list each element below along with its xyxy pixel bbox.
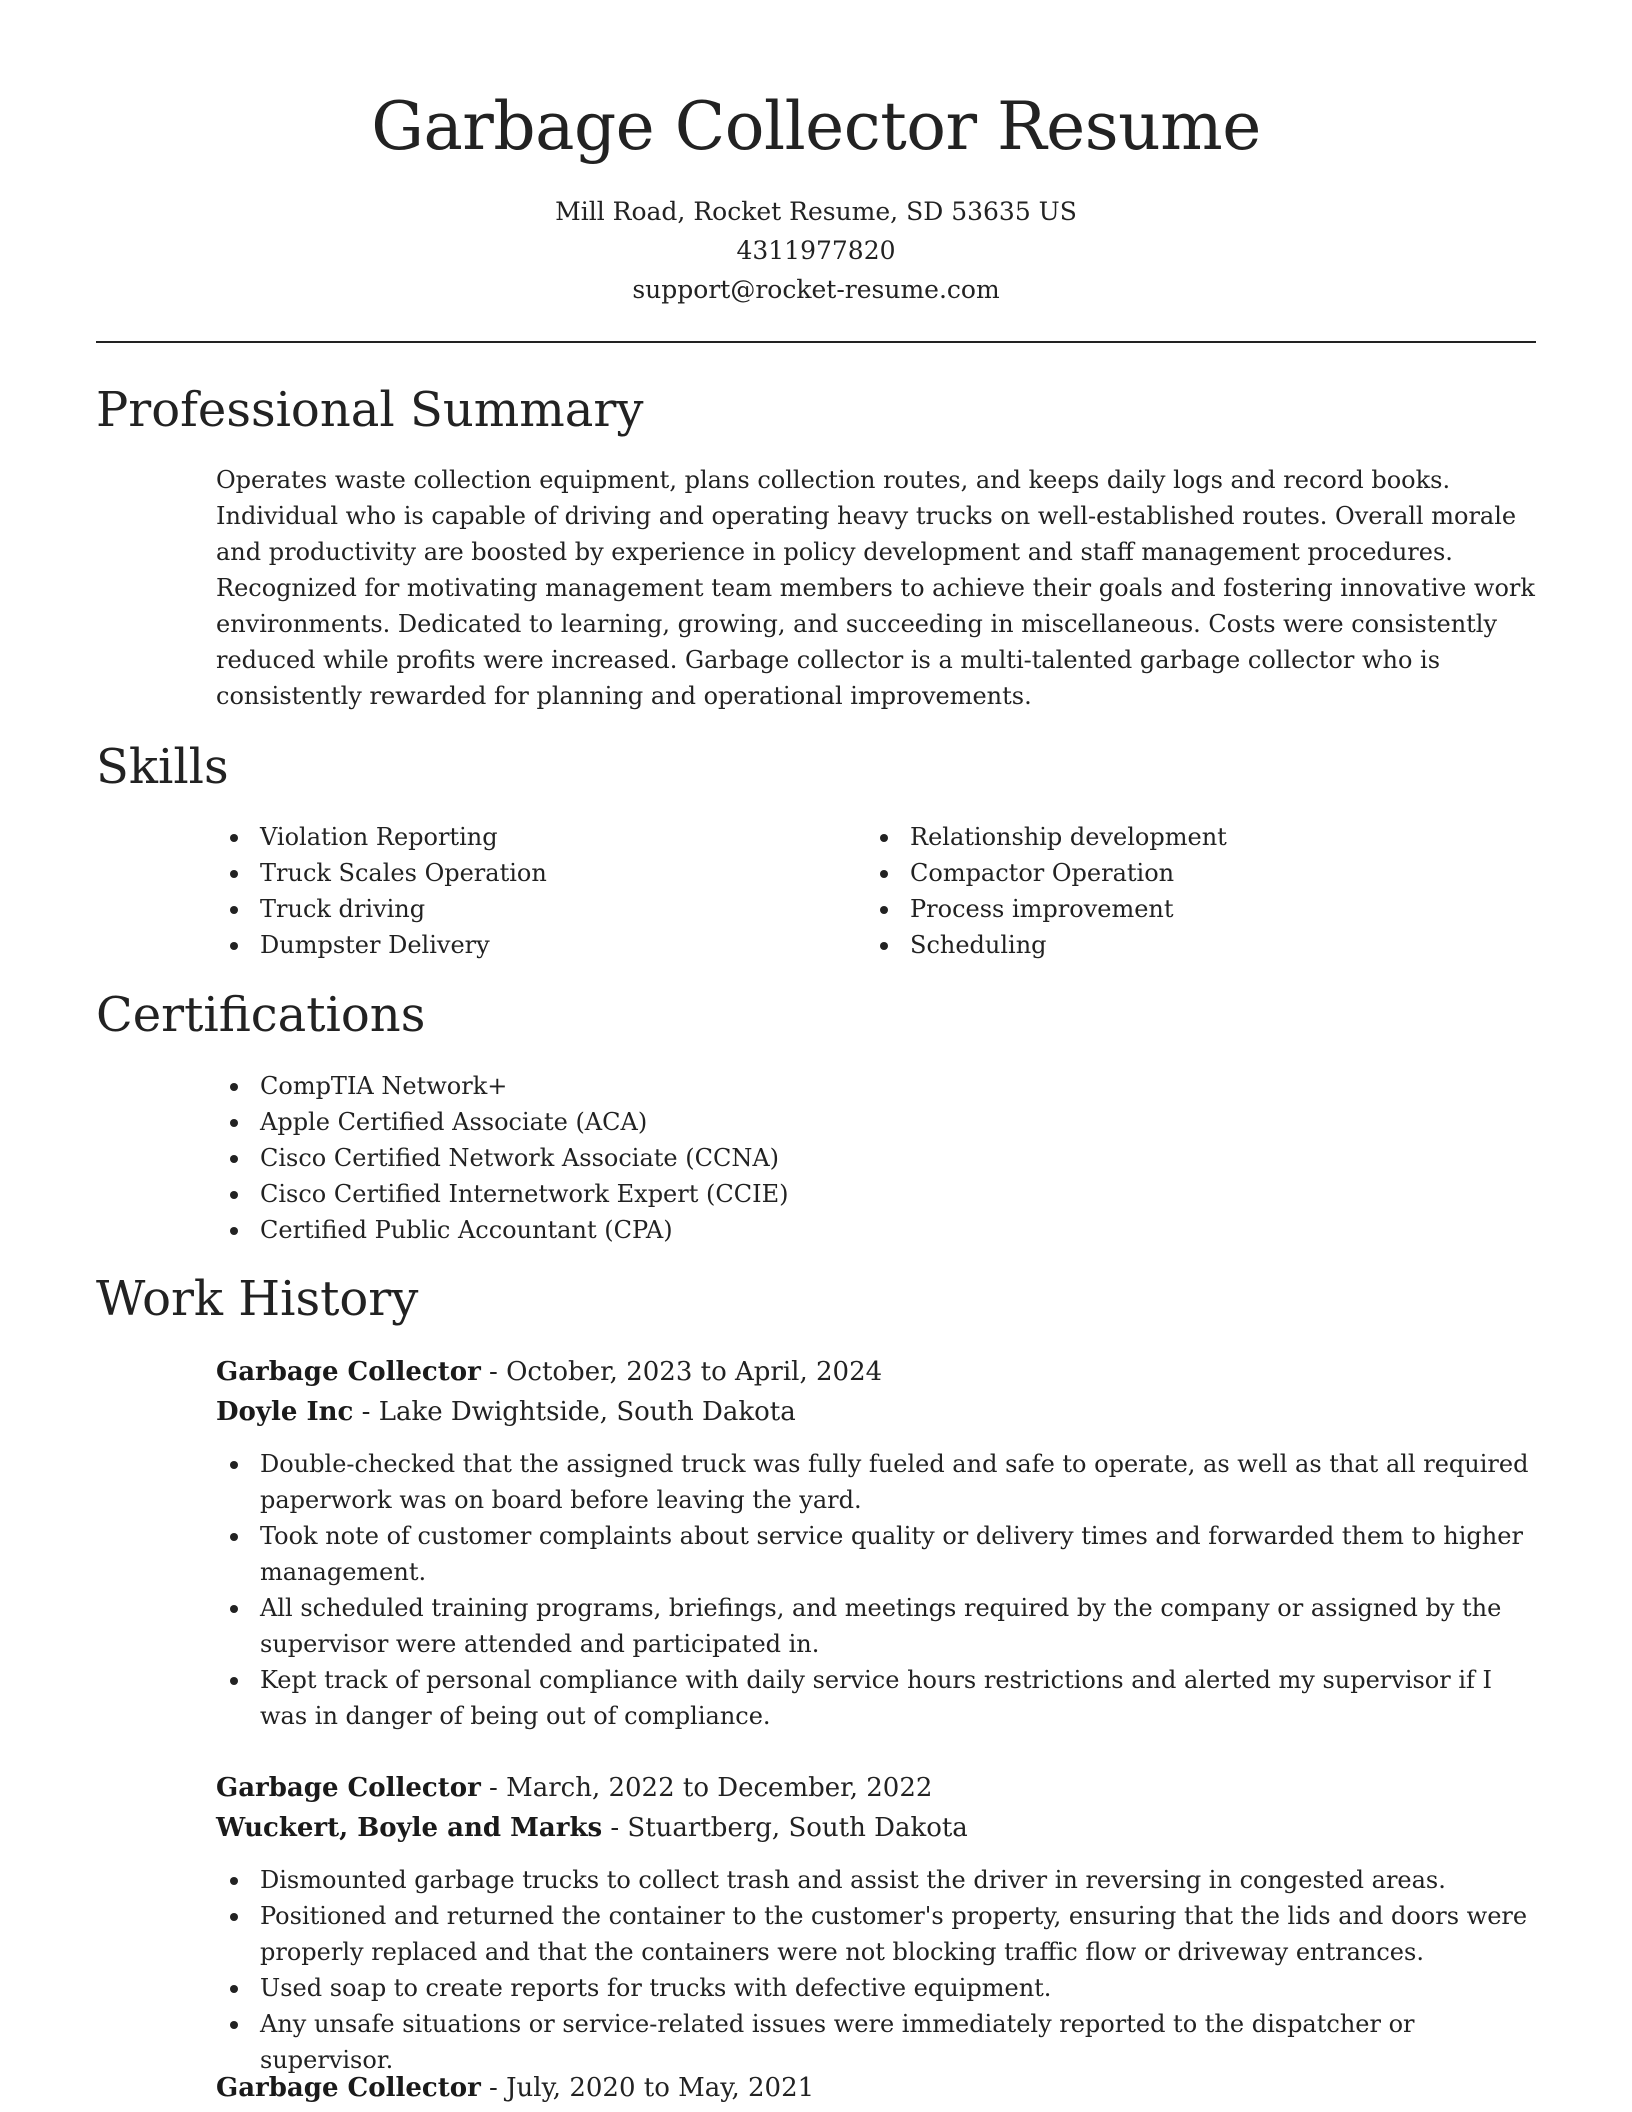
job-title: Garbage Collector bbox=[216, 1773, 481, 1803]
job-title: Garbage Collector bbox=[216, 1357, 481, 1387]
job-location: - Lake Dwightside, South Dakota bbox=[353, 1397, 796, 1427]
skill-item: Dumpster Delivery bbox=[216, 927, 836, 963]
skill-item: Scheduling bbox=[866, 927, 1486, 963]
job-title: Garbage Collector bbox=[216, 2073, 481, 2103]
job-duty-item: Took note of customer complaints about service quality or delivery times and forwarded them to higher management. bbox=[216, 1518, 1536, 1590]
skill-item: Relationship development bbox=[866, 819, 1486, 855]
job-company: Wuckert, Boyle and Marks bbox=[216, 1813, 603, 1843]
certification-item: Cisco Certified Internetwork Expert (CCIE) bbox=[216, 1176, 1536, 1212]
skill-item: Violation Reporting bbox=[216, 819, 836, 855]
skill-item: Process improvement bbox=[866, 891, 1486, 927]
section-title-skills: Skills bbox=[96, 739, 229, 795]
certification-item: CompTIA Network+ bbox=[216, 1068, 1536, 1104]
job-duty-item: Dismounted garbage trucks to collect trash and assist the driver in reversing in congested areas. bbox=[216, 1862, 1536, 1898]
job-location: - Stuartberg, South Dakota bbox=[602, 1813, 968, 1843]
job-company: Doyle Inc bbox=[216, 1397, 354, 1427]
certification-item: Apple Certified Associate (ACA) bbox=[216, 1104, 1536, 1140]
job-duty-item: Any unsafe situations or service-related issues were immediately reported to the dispatcher or supervisor. bbox=[216, 2006, 1536, 2078]
section-title-summary: Professional Summary bbox=[96, 382, 644, 438]
section-title-certifications: Certifications bbox=[96, 987, 426, 1043]
job-duty-item: All scheduled training programs, briefings, and meetings required by the company or assigned by the supervisor were attended and participated in. bbox=[216, 1590, 1536, 1662]
summary-text: Operates waste collection equipment, plans collection routes, and keeps daily logs and record books. Individual who is capable of driving and operating heavy trucks on well-established routes. Overall morale and productivity are boosted by experience in policy development and staff management procedures. Recognized for motivating management team members to achieve their goals and fostering innovative work environments. Dedicated to learning, growing, and succeeding in miscellaneous. Costs were consistently reduced while profits were increased. Garbage collector is a multi-talented garbage collector who is consistently rewarded for planning and operational improvements. bbox=[216, 466, 1535, 710]
certification-item: Cisco Certified Network Associate (CCNA) bbox=[216, 1140, 1536, 1176]
job-dates: - October, 2023 to April, 2024 bbox=[480, 1357, 883, 1387]
job-company-line bbox=[216, 1392, 1536, 1432]
email: support@rocket-resume.com bbox=[632, 275, 1000, 304]
job-duty-item: Double-checked that the assigned truck was fully fueled and safe to operate, as well as that all required paperwork was on board before leaving the yard. bbox=[216, 1446, 1536, 1518]
phone: 4311977820 bbox=[736, 236, 896, 265]
contact-info bbox=[0, 192, 1632, 309]
job-duty-item: Kept track of personal compliance with daily service hours restrictions and alerted my supervisor if I was in danger of being out of compliance. bbox=[216, 1662, 1536, 1734]
job-duty-item: Positioned and returned the container to the customer's property, ensuring that the lids and doors were properly replaced and that the containers were not blocking traffic flow or driveway entrances. bbox=[216, 1898, 1536, 1970]
skill-item: Compactor Operation bbox=[866, 855, 1486, 891]
certifications-list bbox=[216, 1068, 1536, 1248]
skill-item: Truck driving bbox=[216, 891, 836, 927]
skills-list-right bbox=[866, 819, 1486, 963]
job-company-line bbox=[216, 1808, 1536, 1848]
certification-item: Certified Public Accountant (CPA) bbox=[216, 1212, 1536, 1248]
job-title-line bbox=[216, 1352, 1536, 1392]
job-dates: - March, 2022 to December, 2022 bbox=[480, 1773, 933, 1803]
address: Mill Road, Rocket Resume, SD 53635 US bbox=[555, 197, 1077, 226]
section-title-work-history: Work History bbox=[96, 1271, 419, 1327]
job-duties-list bbox=[216, 1446, 1536, 1734]
skills-list-left bbox=[216, 819, 836, 963]
job-duties-list bbox=[216, 1862, 1536, 2078]
job-dates: - July, 2020 to May, 2021 bbox=[480, 2073, 815, 2103]
skill-item: Truck Scales Operation bbox=[216, 855, 836, 891]
job-title-line bbox=[216, 2068, 1536, 2108]
header-divider bbox=[96, 341, 1536, 343]
resume-title: Garbage Collector Resume bbox=[371, 88, 1261, 165]
job-title-line bbox=[216, 1768, 1536, 1808]
job-duty-item: Used soap to create reports for trucks with defective equipment. bbox=[216, 1970, 1536, 2006]
